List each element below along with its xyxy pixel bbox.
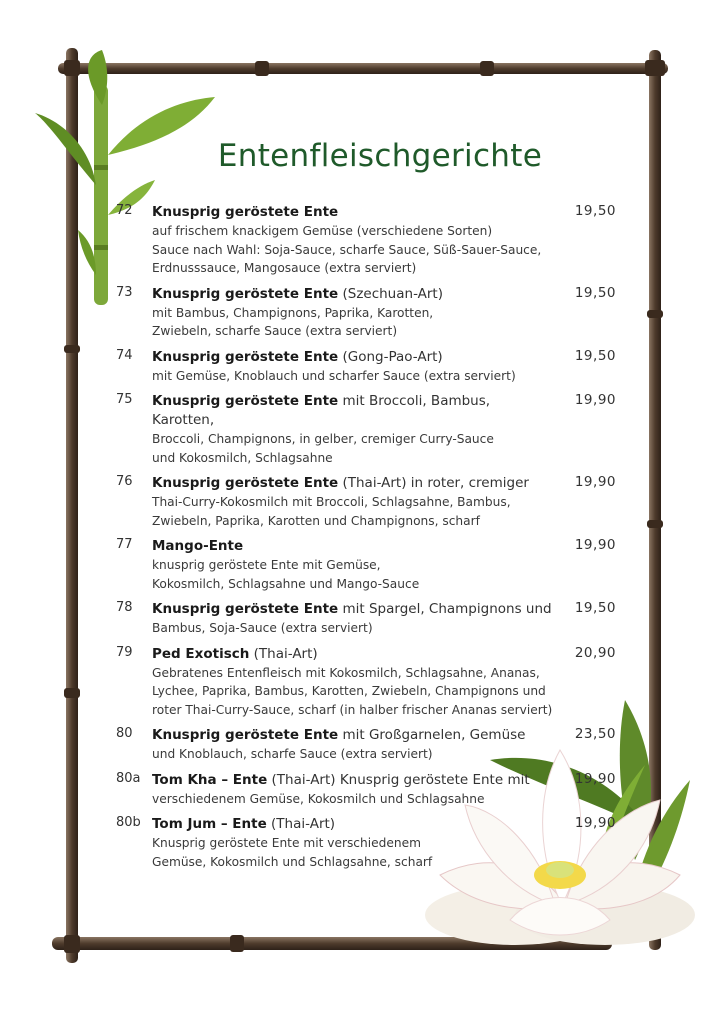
menu-item xyxy=(116,815,616,871)
item-name: Ped Exotisch xyxy=(152,645,250,662)
item-number: 79 xyxy=(116,644,133,660)
item-number: 75 xyxy=(116,392,133,407)
item-description-line: Zwiebeln, Paprika, Karotten und Champignons, scharf xyxy=(152,513,480,528)
item-name: Knusprig geröstete Ente xyxy=(152,204,339,220)
item-description-line: und Knoblauch, scharfe Sauce (extra serviert) xyxy=(152,747,433,761)
item-name: Knusprig geröstete Ente xyxy=(152,285,339,302)
item-heading xyxy=(152,348,556,367)
item-name-suffix: (Thai-Art) in roter, cremiger xyxy=(338,475,529,491)
item-name: Tom Jum – Ente xyxy=(152,816,267,832)
page-title: Entenfleischgerichte xyxy=(217,138,543,174)
item-name: Tom Kha – Ente xyxy=(152,771,268,788)
item-number: 77 xyxy=(116,537,133,552)
item-price: 20,90 xyxy=(574,644,616,661)
item-number: 80a xyxy=(116,770,141,786)
item-description-line: Sauce nach Wahl: Soja-Sauce, scharfe Sauce, Süß-Sauer-Sauce, xyxy=(152,242,542,257)
item-name-suffix: mit Broccoli, Bambus, Karotten, xyxy=(152,393,491,428)
item-name: Knusprig geröstete Ente xyxy=(152,727,339,743)
item-number: 74 xyxy=(116,347,133,363)
item-description-line: verschiedenem Gemüse, Kokosmilch und Schlagsahne xyxy=(152,791,485,806)
item-price: 19,90 xyxy=(574,815,616,831)
item-description-line: roter Thai-Curry-Sauce, scharf (in halber frischer Ananas serviert) xyxy=(152,702,553,717)
item-description-line: knusprig geröstete Ente mit Gemüse, xyxy=(152,558,381,572)
item-description-line: Bambus, Soja-Sauce (extra serviert) xyxy=(152,621,373,635)
item-description-line: Gemüse, Kokosmilch und Schlagsahne, scharf xyxy=(152,854,433,869)
item-number: 80b xyxy=(116,815,141,830)
item-price: 23,50 xyxy=(574,726,616,742)
item-heading xyxy=(152,203,556,222)
item-name-suffix: (Thai-Art) xyxy=(249,645,318,662)
item-heading xyxy=(152,645,556,664)
item-name-suffix: mit Großgarnelen, Gemüse xyxy=(338,727,526,743)
item-number: 73 xyxy=(116,284,133,300)
item-description-line: und Kokosmilch, Schlagsahne xyxy=(152,450,333,465)
item-name-suffix: (Gong-Pao-Art) xyxy=(338,348,443,365)
menu-list xyxy=(116,203,616,878)
item-name: Knusprig geröstete Ente xyxy=(152,348,339,365)
item-number: 80 xyxy=(116,726,133,741)
item-name-suffix: (Szechuan-Art) xyxy=(338,285,443,302)
item-heading xyxy=(152,771,556,790)
item-name: Knusprig geröstete Ente xyxy=(152,475,339,491)
item-description-line: Gebratenes Entenfleisch mit Kokosmilch, Schlagsahne, Ananas, xyxy=(152,665,540,680)
item-name: Knusprig geröstete Ente xyxy=(152,601,339,617)
item-heading xyxy=(152,392,556,430)
item-description-line: Kokosmilch, Schlagsahne und Mango-Sauce xyxy=(152,576,420,591)
item-heading xyxy=(152,285,556,304)
item-name: Mango-Ente xyxy=(152,538,244,554)
item-price: 19,50 xyxy=(574,347,616,364)
item-description-line: Thai-Curry-Kokosmilch mit Broccoli, Schlagsahne, Bambus, xyxy=(152,495,511,509)
item-price: 19,90 xyxy=(574,770,616,787)
item-description-line: mit Bambus, Champignons, Paprika, Karotten, xyxy=(152,305,434,320)
menu-item xyxy=(116,474,616,530)
menu-item xyxy=(116,285,616,341)
menu-item xyxy=(116,600,616,638)
menu-item xyxy=(116,392,616,467)
menu-item xyxy=(116,537,616,593)
item-number: 76 xyxy=(116,474,133,489)
menu-item xyxy=(116,771,616,809)
item-heading xyxy=(152,600,556,619)
item-description-line: Broccoli, Champignons, in gelber, cremiger Curry-Sauce xyxy=(152,432,494,446)
item-description-line: Zwiebeln, scharfe Sauce (extra serviert) xyxy=(152,324,398,338)
item-heading xyxy=(152,537,556,556)
item-heading xyxy=(152,815,556,834)
menu-item xyxy=(116,348,616,386)
item-number: 78 xyxy=(116,600,133,615)
menu-item xyxy=(116,645,616,720)
item-description-line: auf frischem knackigem Gemüse (verschiedene Sorten) xyxy=(152,224,493,238)
item-price: 19,50 xyxy=(574,203,616,219)
item-name-suffix: mit Spargel, Champignons und xyxy=(338,601,552,617)
item-heading xyxy=(152,474,556,493)
item-name: Knusprig geröstete Ente xyxy=(152,393,339,409)
item-heading xyxy=(152,726,556,745)
item-price: 19,50 xyxy=(574,284,616,301)
item-price: 19,50 xyxy=(574,600,616,616)
item-number: 72 xyxy=(116,203,133,218)
item-price: 19,90 xyxy=(574,474,616,490)
item-description-line: mit Gemüse, Knoblauch und scharfer Sauce (extra serviert) xyxy=(152,368,516,383)
item-price: 19,90 xyxy=(574,537,616,553)
item-name-suffix: (Thai-Art) xyxy=(266,816,336,832)
item-name-suffix: (Thai-Art) Knusprig geröstete Ente mit xyxy=(267,771,530,788)
item-description-line: Lychee, Paprika, Bambus, Karotten, Zwiebeln, Champignons und xyxy=(152,684,546,698)
item-description-line: Knusprig geröstete Ente mit verschiedenem xyxy=(152,836,421,850)
menu-item xyxy=(116,203,616,278)
item-description-line: Erdnusssauce, Mangosauce (extra serviert) xyxy=(152,261,417,275)
menu-item xyxy=(116,726,616,764)
item-price: 19,90 xyxy=(574,392,616,408)
